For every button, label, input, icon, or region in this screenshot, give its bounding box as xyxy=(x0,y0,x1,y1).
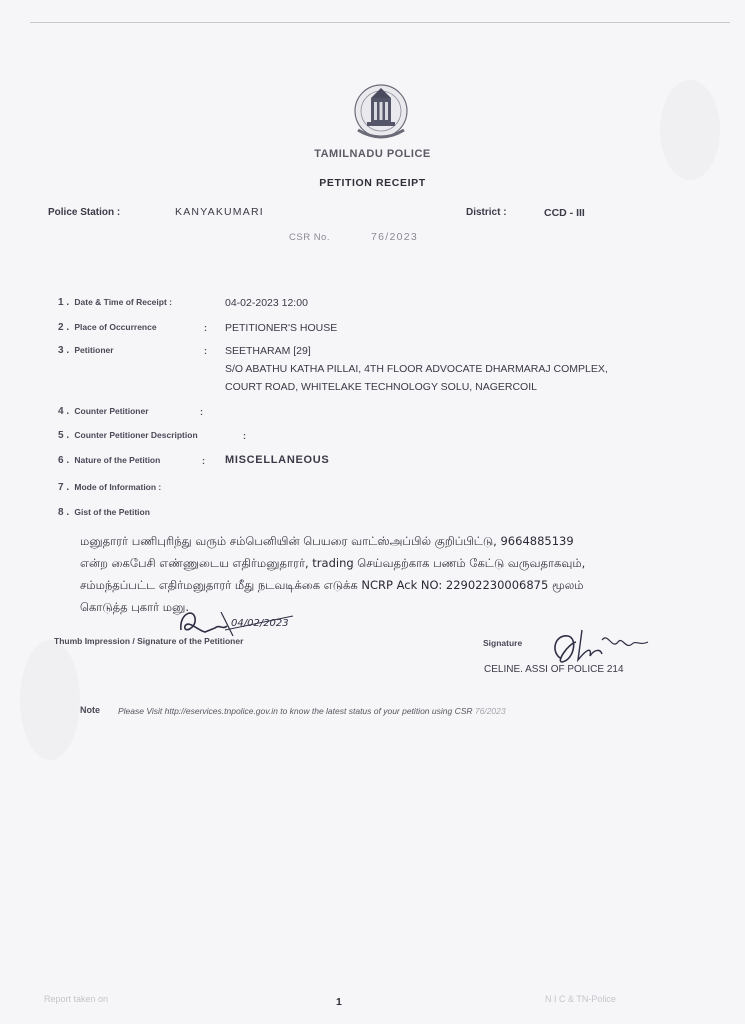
field-mode-of-information xyxy=(58,482,161,493)
field-place-of-occurrence xyxy=(58,322,157,333)
csr-label: CSR No. xyxy=(289,232,330,243)
field-number: 5 . xyxy=(58,430,70,441)
gist-line: கொடுத்த புகார் மனு. xyxy=(80,600,190,614)
tamilnadu-police-emblem-icon xyxy=(350,82,412,144)
field-petitioner-value: SEETHARAM [29] xyxy=(225,345,311,357)
field-label: Counter Petitioner xyxy=(74,406,149,416)
footer-nic: N I C & TN-Police xyxy=(545,994,616,1004)
field-label: Nature of the Petition xyxy=(74,455,161,465)
note-label: Note xyxy=(80,705,100,715)
note-csr-ref: 76/2023 xyxy=(474,706,506,716)
officer-name: CELINE. ASSI OF POLICE 214 xyxy=(484,664,624,675)
footer-report-taken: Report taken on xyxy=(44,994,109,1004)
field-number: 1 . xyxy=(58,297,70,308)
petitioner-signature-label: Thumb Impression / Signature of the Petitioner xyxy=(54,636,244,646)
field-number: 2 . xyxy=(58,322,70,333)
field-number: 6 . xyxy=(58,455,70,466)
csr-value: 76/2023 xyxy=(371,231,419,243)
field-label: Mode of Information : xyxy=(74,482,162,492)
field-colon: : xyxy=(200,407,203,417)
gist-text xyxy=(80,530,660,618)
field-label: Petitioner xyxy=(74,345,114,355)
handwritten-date: 04/02/2023 xyxy=(231,618,289,629)
note-message: Please Visit http://eservices.tnpolice.gov.in to know the latest status of your petition using CSR xyxy=(118,706,473,716)
scan-smudge xyxy=(660,80,720,180)
field-number: 3 . xyxy=(58,345,70,356)
field-colon: : xyxy=(204,323,207,333)
note-text xyxy=(118,706,506,716)
gist-line: என்ற கைபேசி எண்ணுடைய எதிர்மனுதாரர், trading செய்வதற்காக பணம் கேட்டு வருவதாகவும், xyxy=(80,556,586,570)
field-label: Place of Occurrence xyxy=(74,322,157,332)
field-label: Date & Time of Receipt : xyxy=(74,297,172,307)
field-number: 8 . xyxy=(58,507,70,518)
field-label: Gist of the Petition xyxy=(74,507,150,517)
address-line: COURT ROAD, WHITELAKE TECHNOLOGY SOLU, NAGERCOIL xyxy=(225,381,537,393)
scan-smudge xyxy=(20,640,80,760)
police-station-label: Police Station : xyxy=(48,207,121,218)
address-line: S/O ABATHU KATHA PILLAI, 4TH FLOOR ADVOCATE DHARMARAJ COMPLEX, xyxy=(225,363,608,375)
field-label: Counter Petitioner Description xyxy=(74,430,198,440)
field-place-value: PETITIONER'S HOUSE xyxy=(225,322,338,334)
petitioner-address xyxy=(225,360,685,396)
document-title: PETITION RECEIPT xyxy=(319,177,426,189)
field-date-time xyxy=(58,297,172,308)
district-label: District : xyxy=(466,207,507,218)
field-colon: : xyxy=(243,431,246,441)
field-colon: : xyxy=(204,346,207,356)
field-nature-value: MISCELLANEOUS xyxy=(225,454,330,466)
field-date-time-value: 04-02-2023 12:00 xyxy=(225,297,308,309)
district-value: CCD - III xyxy=(544,207,585,219)
field-counter-petitioner xyxy=(58,406,149,417)
police-station-value: KANYAKUMARI xyxy=(175,206,264,218)
field-colon: : xyxy=(202,456,205,466)
field-nature-of-petition xyxy=(58,455,160,466)
gist-line: சம்மந்தப்பட்ட எதிர்மனுதாரர் மீது நடவடிக்கை எடுக்க NCRP Ack NO: 22902230006875 மூலம் xyxy=(80,578,584,592)
field-petitioner xyxy=(58,345,114,356)
gist-line: மனுதாரர் பணிபுரிந்து வரும் சம்பெனியின் பெயரை வாட்ஸ்அப்பில் குறிப்பிட்டு, 9664885139 xyxy=(80,534,574,548)
field-gist-of-petition xyxy=(58,507,150,518)
org-title: TAMILNADU POLICE xyxy=(314,148,431,160)
field-number: 7 . xyxy=(58,482,70,493)
officer-signature-label: Signature xyxy=(483,638,523,648)
top-divider xyxy=(30,22,730,23)
field-number: 4 . xyxy=(58,406,70,417)
page-number: 1 xyxy=(336,996,342,1008)
field-counter-petitioner-description xyxy=(58,430,198,441)
